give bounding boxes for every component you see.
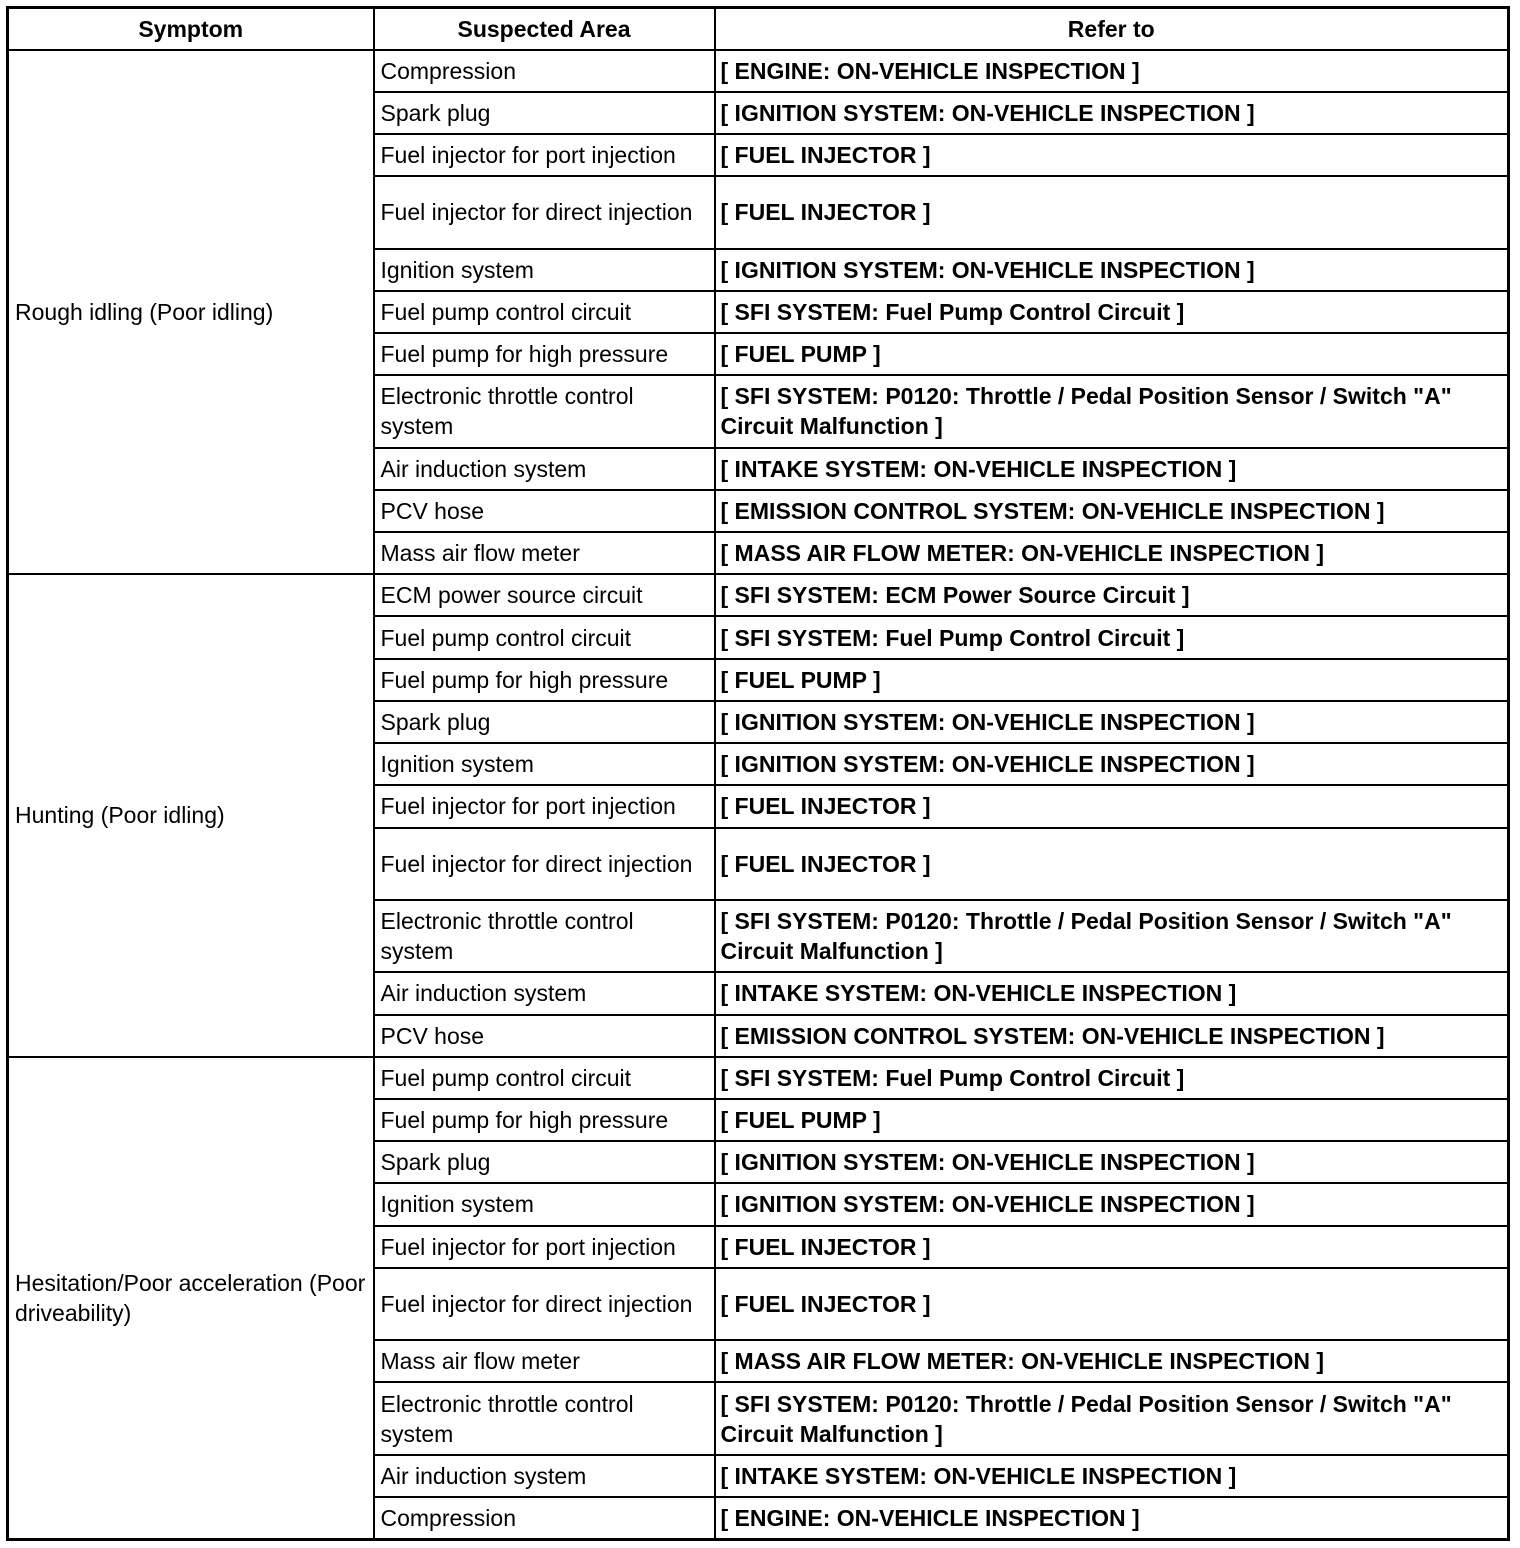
refer-to-cell: [ ENGINE: ON-VEHICLE INSPECTION ] [715, 1497, 1509, 1540]
suspected-area-cell: Fuel injector for direct injection [374, 1268, 715, 1340]
refer-to-cell: [ FUEL INJECTOR ] [715, 785, 1509, 827]
refer-to-cell: [ FUEL INJECTOR ] [715, 1226, 1509, 1268]
suspected-area-cell: Ignition system [374, 743, 715, 785]
header-refer-to: Refer to [715, 8, 1509, 50]
header-suspected-area: Suspected Area [374, 8, 715, 50]
refer-to-cell: [ FUEL INJECTOR ] [715, 828, 1509, 900]
refer-to-cell: [ IGNITION SYSTEM: ON-VEHICLE INSPECTION ] [715, 1141, 1509, 1183]
refer-to-cell: [ INTAKE SYSTEM: ON-VEHICLE INSPECTION ] [715, 972, 1509, 1014]
refer-to-cell: [ IGNITION SYSTEM: ON-VEHICLE INSPECTION ] [715, 701, 1509, 743]
table-row [8, 1057, 1509, 1099]
table-row [8, 50, 1509, 92]
refer-to-cell: [ FUEL PUMP ] [715, 659, 1509, 701]
suspected-area-cell: Fuel injector for port injection [374, 134, 715, 176]
refer-to-cell: [ SFI SYSTEM: Fuel Pump Control Circuit ] [715, 291, 1509, 333]
refer-to-cell: [ SFI SYSTEM: P0120: Throttle / Pedal Position Sensor / Switch "A" Circuit Malfunction ] [715, 375, 1509, 447]
suspected-area-cell: Fuel pump for high pressure [374, 333, 715, 375]
suspected-area-cell: Spark plug [374, 701, 715, 743]
suspected-area-cell: Fuel pump control circuit [374, 291, 715, 333]
symptom-cell: Hunting (Poor idling) [8, 574, 374, 1057]
suspected-area-cell: Air induction system [374, 448, 715, 490]
suspected-area-cell: Mass air flow meter [374, 532, 715, 574]
refer-to-cell: [ INTAKE SYSTEM: ON-VEHICLE INSPECTION ] [715, 1455, 1509, 1497]
suspected-area-cell: Fuel injector for direct injection [374, 176, 715, 248]
suspected-area-cell: Spark plug [374, 1141, 715, 1183]
symptom-table [6, 6, 1510, 1541]
suspected-area-cell: Fuel pump control circuit [374, 1057, 715, 1099]
refer-to-cell: [ IGNITION SYSTEM: ON-VEHICLE INSPECTION ] [715, 249, 1509, 291]
suspected-area-cell: Fuel injector for port injection [374, 785, 715, 827]
refer-to-cell: [ EMISSION CONTROL SYSTEM: ON-VEHICLE INSPECTION ] [715, 490, 1509, 532]
table-row [8, 574, 1509, 616]
suspected-area-cell: Compression [374, 1497, 715, 1540]
suspected-area-cell: Fuel pump for high pressure [374, 659, 715, 701]
suspected-area-cell: Air induction system [374, 972, 715, 1014]
suspected-area-cell: ECM power source circuit [374, 574, 715, 616]
refer-to-cell: [ SFI SYSTEM: Fuel Pump Control Circuit ] [715, 1057, 1509, 1099]
symptom-cell: Hesitation/Poor acceleration (Poor driveability) [8, 1057, 374, 1540]
suspected-area-cell: Fuel injector for port injection [374, 1226, 715, 1268]
refer-to-cell: [ FUEL INJECTOR ] [715, 1268, 1509, 1340]
refer-to-cell: [ INTAKE SYSTEM: ON-VEHICLE INSPECTION ] [715, 448, 1509, 490]
refer-to-cell: [ MASS AIR FLOW METER: ON-VEHICLE INSPECTION ] [715, 532, 1509, 574]
refer-to-cell: [ IGNITION SYSTEM: ON-VEHICLE INSPECTION ] [715, 1183, 1509, 1225]
suspected-area-cell: Ignition system [374, 1183, 715, 1225]
refer-to-cell: [ FUEL PUMP ] [715, 1099, 1509, 1141]
header-row [8, 8, 1509, 50]
refer-to-cell: [ FUEL INJECTOR ] [715, 176, 1509, 248]
suspected-area-cell: Compression [374, 50, 715, 92]
refer-to-cell: [ IGNITION SYSTEM: ON-VEHICLE INSPECTION ] [715, 743, 1509, 785]
symptom-cell: Rough idling (Poor idling) [8, 50, 374, 575]
suspected-area-cell: Electronic throttle control system [374, 375, 715, 447]
refer-to-cell: [ SFI SYSTEM: ECM Power Source Circuit ] [715, 574, 1509, 616]
suspected-area-cell: PCV hose [374, 490, 715, 532]
refer-to-cell: [ ENGINE: ON-VEHICLE INSPECTION ] [715, 50, 1509, 92]
refer-to-cell: [ SFI SYSTEM: P0120: Throttle / Pedal Position Sensor / Switch "A" Circuit Malfunction ] [715, 1382, 1509, 1454]
refer-to-cell: [ SFI SYSTEM: Fuel Pump Control Circuit ] [715, 616, 1509, 658]
refer-to-cell: [ SFI SYSTEM: P0120: Throttle / Pedal Position Sensor / Switch "A" Circuit Malfunction ] [715, 900, 1509, 972]
suspected-area-cell: Fuel pump control circuit [374, 616, 715, 658]
suspected-area-cell: Electronic throttle control system [374, 900, 715, 972]
table-body [8, 50, 1509, 1540]
suspected-area-cell: Air induction system [374, 1455, 715, 1497]
suspected-area-cell: Electronic throttle control system [374, 1382, 715, 1454]
refer-to-cell: [ FUEL PUMP ] [715, 333, 1509, 375]
refer-to-cell: [ MASS AIR FLOW METER: ON-VEHICLE INSPECTION ] [715, 1340, 1509, 1382]
suspected-area-cell: PCV hose [374, 1015, 715, 1057]
suspected-area-cell: Fuel injector for direct injection [374, 828, 715, 900]
suspected-area-cell: Mass air flow meter [374, 1340, 715, 1382]
header-symptom: Symptom [8, 8, 374, 50]
suspected-area-cell: Fuel pump for high pressure [374, 1099, 715, 1141]
suspected-area-cell: Spark plug [374, 92, 715, 134]
suspected-area-cell: Ignition system [374, 249, 715, 291]
refer-to-cell: [ FUEL INJECTOR ] [715, 134, 1509, 176]
refer-to-cell: [ IGNITION SYSTEM: ON-VEHICLE INSPECTION ] [715, 92, 1509, 134]
refer-to-cell: [ EMISSION CONTROL SYSTEM: ON-VEHICLE INSPECTION ] [715, 1015, 1509, 1057]
